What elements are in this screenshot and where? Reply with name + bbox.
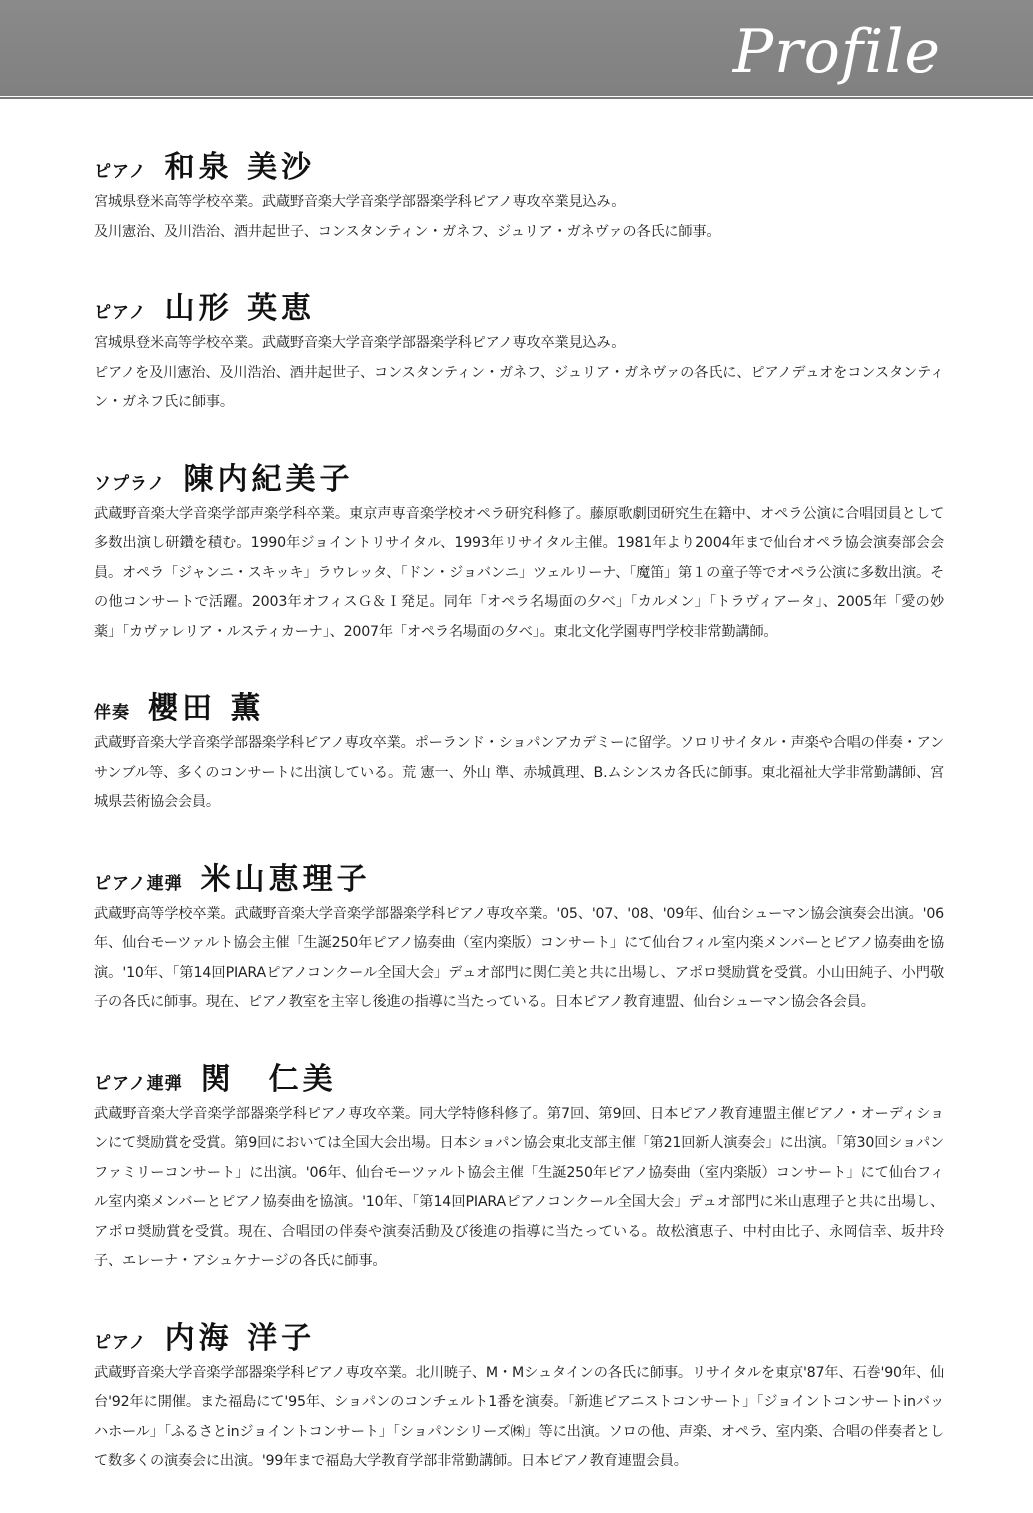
profile-name: 内海 洋子: [164, 1320, 316, 1356]
profile-name: 櫻田 薫: [148, 691, 265, 726]
profile-role: 伴奏: [94, 703, 130, 723]
profile-yamagata: [94, 283, 944, 418]
profile-role: ピアノ連弾: [94, 1073, 183, 1094]
profile-bio: 武蔵野音楽大学音楽学部器楽学科ピアノ専攻卒業。北川暁子、M・Mシュタインの各氏に師事。リサイタルを東京'87年、石巻'90年、仙台'92年に開催。また福島にて'95年、ショパンのコンチェルト1番を演奏。「新進ピアニストコンサート」「ジョイントコンサートinバッハホール」「ふるさとinジョイントコンサート」「ショパンシリーズ㈱」等に出演。ソロの他、声楽、オペラ、室内楽、合唱の伴奏者として数多くの演奏会に出演。'99年まで福島大学教育学部非常勤講師。日本ピアノ教育連盟会員。: [94, 1364, 944, 1469]
profile-role: ピアノ連弾: [94, 873, 183, 894]
profile-name: 山形 英恵: [164, 291, 316, 326]
profile-bio: 宮城県登米高等学校卒業。武蔵野音楽大学音楽学部器楽学科ピアノ専攻卒業見込み。 及川憲治、及川浩治、酒井起世子、コンスタンティン・ガネフ、ジュリア・ガネヴァの各氏に師事。: [94, 194, 721, 240]
profile-jinnai: [94, 454, 944, 648]
profile-role: ピアノ: [94, 1332, 147, 1353]
profile-role: ソプラノ: [94, 473, 166, 494]
profile-bio: 武蔵野音楽大学音楽学部器楽学科ピアノ専攻卒業。同大学特修科修了。第7回、第9回、日本ピアノ教育連盟主催ピアノ・オーディションにて奨励賞を受賞。第9回においては全国大会出場。日本ショパン協会東北支部主催「第21回新人演奏会」に出演。「第30回ショパンファミリーコンサート」に出演。'06年、仙台モーツァルト協会主催「生誕250年ピアノ協奏曲（室内楽版）コンサート」にて仙台フィル室内楽メンバーとピアノ協奏曲を協演。'10年、「第14回PIARAピアノコンクール全国大会」デュオ部門に米山恵理子と共に出場し、アポロ奨励賞を受賞。現在、合唱団の伴奏や演奏活動及び後進の指導に当たっている。故松濱恵子、中村由比子、永岡信幸、坂井玲子、エレーナ・アシュケナージの各氏に師事。: [94, 1105, 944, 1269]
profile-role: ピアノ: [94, 162, 147, 182]
profile-name: 和泉 美沙: [164, 150, 316, 185]
profile-bio: 武蔵野音楽大学音楽学部器楽学科ピアノ専攻卒業。ポーランド・ショパンアカデミーに留学。ソロリサイタル・声楽や合唱の伴奏・アンサンブル等、多くのコンサートに出演している。荒 憲一、外山 準、赤城眞理、B.ムシンスカ各氏に師事。東北福祉大学非常勤講師、宮城県芸術協会会員。: [94, 735, 944, 810]
profile-izumi: [94, 142, 944, 247]
profile-list: [94, 142, 944, 1513]
profile-utsumi: [94, 1313, 944, 1477]
profile-bio: 武蔵野高等学校卒業。武蔵野音楽大学音楽学部器楽学科ピアノ専攻卒業。'05、'07、'08、'09年、仙台シューマン協会演奏会出演。'06年、仙台モーツァルト協会主催「生誕250年ピアノ協奏曲（室内楽版）コンサート」にて仙台フィル室内楽メンバーとピアノ協奏曲を協演。'10年、「第14回PIARAピアノコンクール全国大会」デュオ部門に関仁美と共に出場し、アポロ奨励賞を受賞。小山田純子、小門敬子の各氏に師事。現在、ピアノ教室を主宰し後進の指導に当たっている。日本ピアノ教育連盟、仙台シューマン協会各会員。: [94, 905, 944, 1010]
page-title: Profile: [732, 17, 941, 87]
profile-name: 米山恵理子: [200, 861, 371, 897]
profile-name: 関 仁美: [200, 1061, 337, 1097]
profile-bio: 宮城県登米高等学校卒業。武蔵野音楽大学音楽学部器楽学科ピアノ専攻卒業見込み。 ピアノを及川憲治、及川浩治、酒井起世子、コンスタンティン・ガネフ、ジュリア・ガネヴァの各氏に、ピアノデュオをコンスタンティン・ガネフ氏に師事。: [94, 335, 944, 410]
profile-role: ピアノ: [94, 303, 147, 323]
profile-bio: 武蔵野音楽大学音楽学部声楽学科卒業。東京声専音楽学校オペラ研究科修了。藤原歌劇団研究生在籍中、オペラ公演に合唱団員として多数出演し研鑽を積む。1990年ジョイントリサイタル、1993年リサイタル主催。1981年より2004年まで仙台オペラ協会演奏部会会員。オペラ「ジャンニ・スキッキ」ラウレッタ、「ドン・ジョバンニ」ツェルリーナ、「魔笛」第１の童子等でオペラ公演に多数出演。その他コンサートで活躍。2003年オフィスＧ＆Ｉ発足。同年「オペラ名場面の夕べ」「カルメン」「トラヴィアータ」、2005年「愛の妙薬」「カヴァレリア・ルスティカーナ」、2007年「オペラ名場面の夕べ」。東北文化学園専門学校非常勤講師。: [94, 505, 944, 640]
profile-sakurada: [94, 683, 944, 818]
profile-name: 陳内紀美子: [183, 461, 354, 497]
header-rule: [0, 97, 1033, 99]
profile-seki: [94, 1054, 944, 1277]
profile-yoneyama: [94, 854, 944, 1018]
